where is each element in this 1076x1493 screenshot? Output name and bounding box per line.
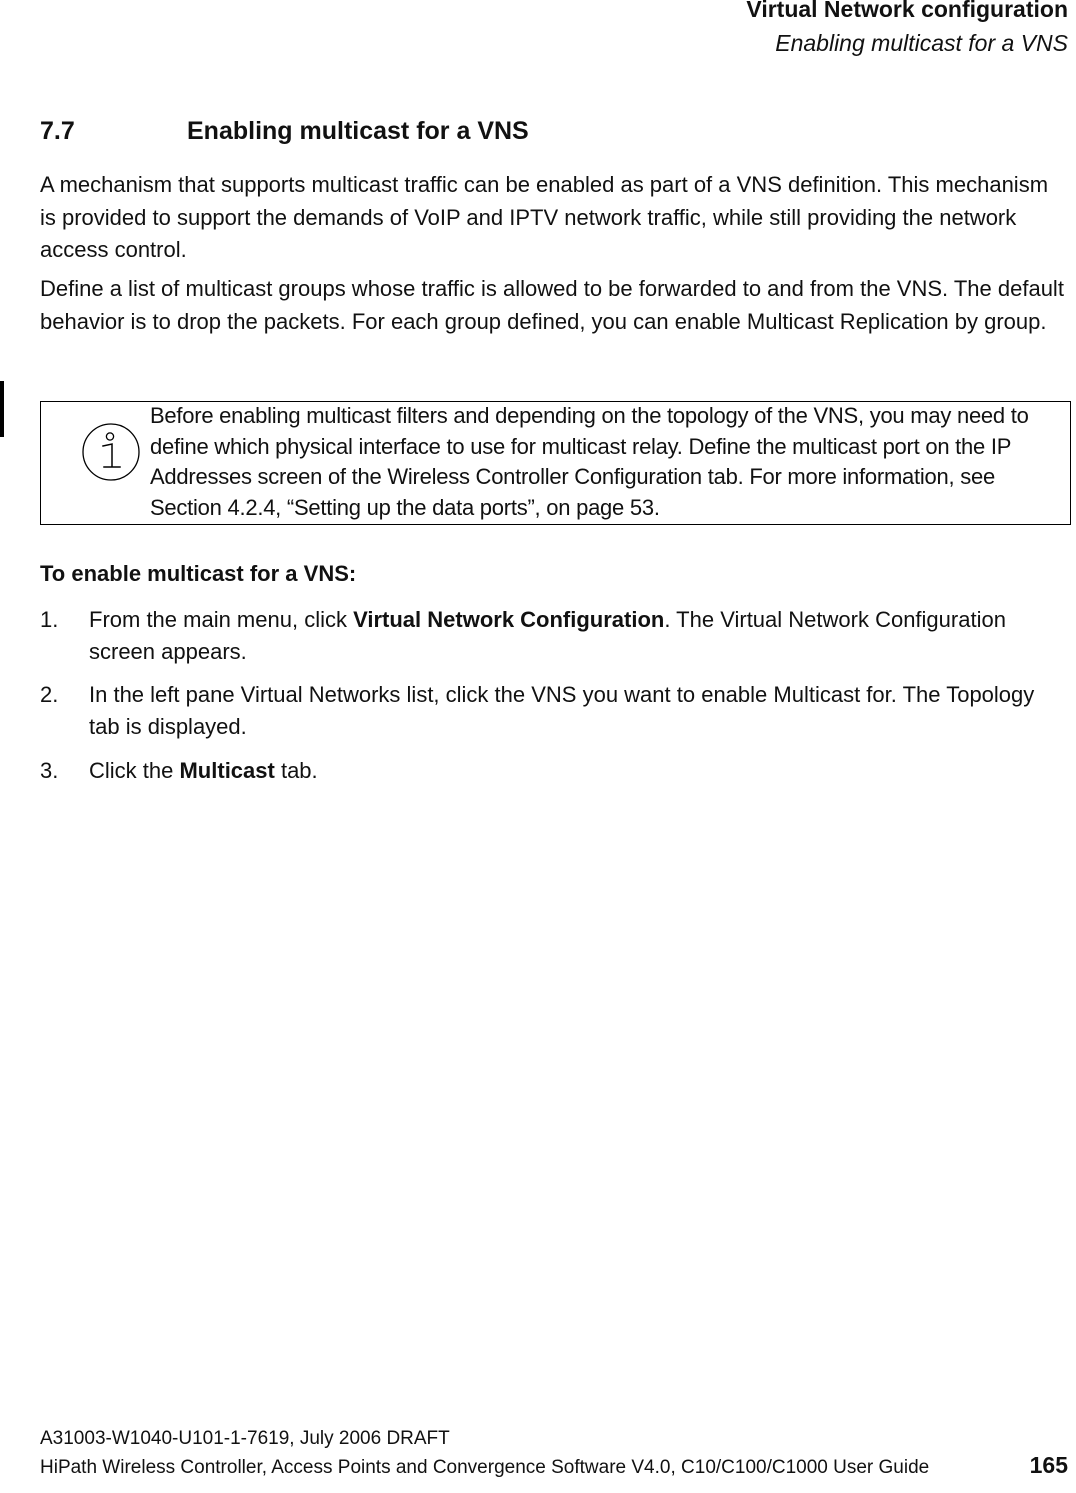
running-header-title: Virtual Network configuration xyxy=(746,0,1068,22)
page-number: 165 xyxy=(1029,1452,1068,1478)
running-header-subtitle: Enabling multicast for a VNS xyxy=(775,30,1068,56)
step-number: 2. xyxy=(40,682,59,707)
step-number: 1. xyxy=(40,607,59,632)
step-text: In the left pane Virtual Networks list, click the VNS you want to enable Multicast for. The Topology tab is displayed. xyxy=(89,682,1035,739)
note-box xyxy=(40,401,1071,525)
step-text: Click the Multicast tab. xyxy=(89,758,318,783)
intro-paragraph: A mechanism that supports multicast traffic can be enabled as part of a VNS definition. This mechanism is provided to support the demands of VoIP and IPTV network traffic, while still providing the network access control. xyxy=(40,172,1049,262)
info-icon xyxy=(81,422,141,482)
procedure-step xyxy=(40,679,1070,743)
footer-product: HiPath Wireless Controller, Access Points and Convergence Software V4.0, C10/C100/C1000 User Guide xyxy=(40,1457,930,1478)
procedure-step xyxy=(40,755,1070,787)
tab-reference: Multicast xyxy=(179,758,275,783)
section-number: 7.7 xyxy=(40,117,75,145)
section-heading xyxy=(40,117,529,146)
behavior-paragraph: Define a list of multicast groups whose traffic is allowed to be forwarded to and from the VNS. The default behavior is to drop the packets. For each group defined, you can enable Multicast Replication by group. xyxy=(40,276,1064,334)
step-text: From the main menu, click Virtual Network Configuration. The Virtual Network Configuration screen appears. xyxy=(89,607,1006,664)
section-title: Enabling multicast for a VNS xyxy=(187,117,529,145)
step-number: 3. xyxy=(40,758,59,783)
footer-doc-id: A31003-W1040-U101-1-7619, July 2006 DRAFT xyxy=(40,1428,450,1449)
procedure-step xyxy=(40,604,1070,668)
menu-item-reference: Virtual Network Configuration xyxy=(353,607,665,632)
note-text: Before enabling multicast filters and depending on the topology of the VNS, you may need to define which physical interface to use for multicast relay. Define the multicast port on the IP Addresses screen of the Wireless Controller Configuration tab. For more information, see Section 4.2.4, “Setting up the data ports”, on page 53. xyxy=(150,403,1029,520)
change-bar xyxy=(0,381,4,437)
procedure-heading: To enable multicast for a VNS: xyxy=(40,561,357,586)
